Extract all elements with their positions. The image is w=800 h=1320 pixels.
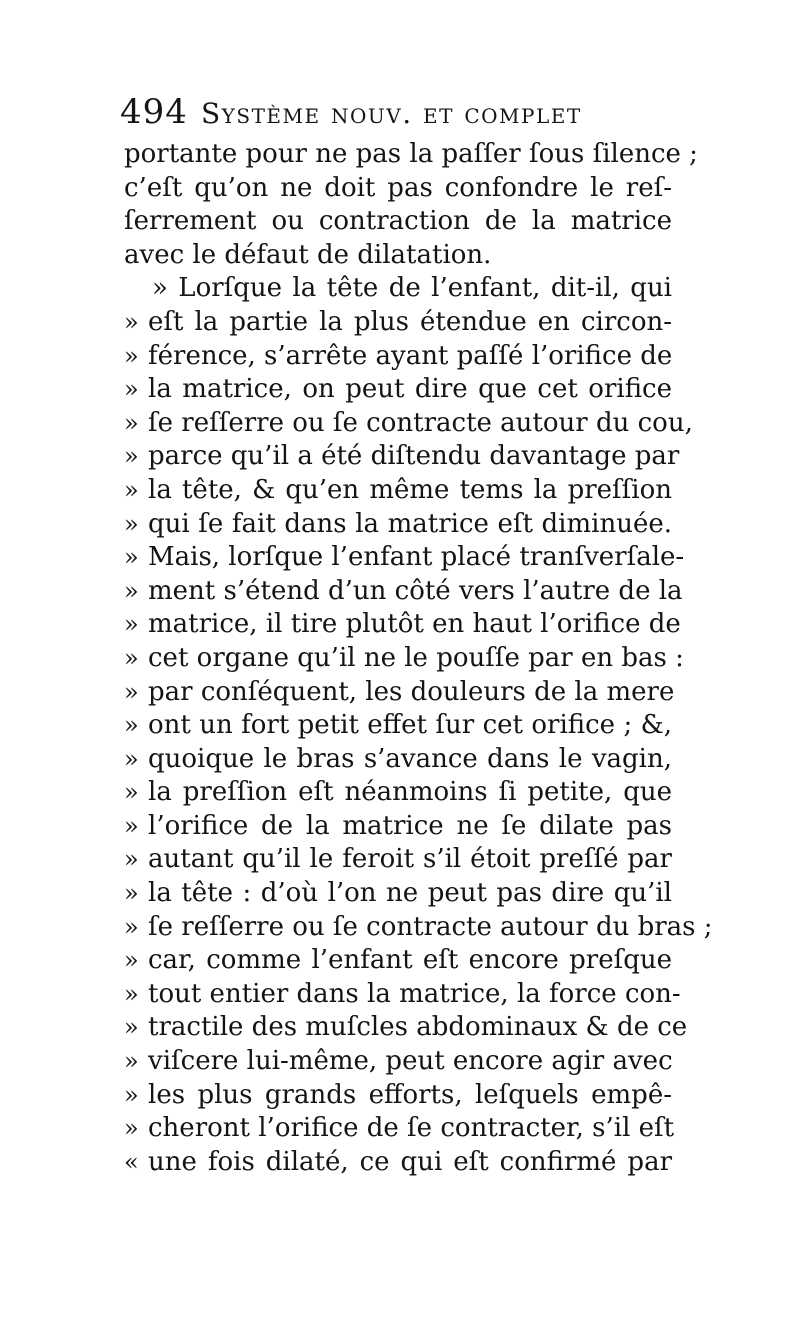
quote-mark: » (124, 711, 139, 740)
quoted-line: » la tête, & qu’en même tems la preſſion (124, 474, 672, 508)
text-line: portante pour ne pas la paſſer ſous ſilence ; (124, 139, 698, 169)
page-number: 494 (120, 92, 188, 132)
quote-mark: » (124, 610, 139, 639)
quoted-line: » ſe reſſerre ou ſe contracte autour du bras ; (124, 911, 672, 945)
quote-mark: » (124, 643, 139, 672)
quote-mark: » (124, 307, 139, 336)
quote-mark: » (124, 1047, 139, 1076)
running-title: Système nouv. et complet (201, 97, 582, 130)
quote-mark: » (124, 811, 139, 840)
quoted-line: » ſe reſſerre ou ſe contracte autour du cou, (124, 407, 672, 441)
quoted-line: » tout entier dans la matrice, la force con- (124, 978, 672, 1012)
quoted-line: » qui ſe fait dans la matrice eſt diminuée. (124, 508, 672, 542)
quote-mark: » (124, 375, 139, 404)
quoted-line: » ment s’étend d’un côté vers l’autre de la (124, 575, 672, 609)
body-text (124, 138, 713, 1179)
quoted-line: » cet organe qu’il ne le pouſſe par en bas : (124, 642, 672, 676)
paragraph-start-line: » Lorſque la tête de l’enfant, dit-il, qui (152, 273, 672, 304)
quote-mark: » (124, 543, 139, 572)
quote-mark: » (124, 946, 139, 975)
quoted-line: » autant qu’il le feroit s’il étoit preſſé par (124, 843, 672, 877)
quoted-line: » matrice, il tire plutôt en haut l’orifice de (124, 608, 672, 642)
quote-mark: » (124, 408, 139, 437)
quoted-line: » cheront l’orifice de ſe contracter, s’il eſt (124, 1112, 672, 1146)
quote-mark: » (124, 442, 139, 471)
quote-mark: » (124, 1114, 139, 1143)
quoted-line: » viſcere lui-même, peut encore agir avec (124, 1045, 672, 1079)
quote-mark: » (124, 677, 139, 706)
quote-mark: » (124, 979, 139, 1008)
quoted-line: » car, comme l’enfant eſt encore preſque (124, 944, 672, 978)
quote-mark: » (124, 341, 139, 370)
quoted-line: » la matrice, on peut dire que cet orifice (124, 373, 672, 407)
quote-mark: » (124, 509, 139, 538)
quote-mark: » (124, 1080, 139, 1109)
quoted-line: » eſt la partie la plus étendue en circon- (124, 306, 672, 340)
quoted-line: » ont un fort petit effet ſur cet orifice ; &, (124, 709, 672, 743)
quoted-line: » férence, s’arrête ayant paſſé l’orifice de (124, 340, 672, 374)
quoted-line: » parce qu’il a été diſtendu davantage par (124, 440, 672, 474)
quote-mark: « (124, 1147, 139, 1176)
quoted-line: » la preſſion eſt néanmoins ſi petite, que (124, 776, 672, 810)
text-line: avec le défaut de dilatation. (124, 239, 492, 270)
quote-mark: » (124, 744, 139, 773)
quoted-line: » tractile des muſcles abdominaux & de ce (124, 1011, 672, 1045)
text-line: c’eſt qu’on ne doit pas confondre le reſ- (124, 172, 672, 203)
quoted-line: » la tête : d’où l’on ne peut pas dire qu’il (124, 877, 672, 911)
quoted-line: « une fois dilaté, ce qui eſt confirmé par (124, 1146, 672, 1180)
quote-mark: » (124, 576, 139, 605)
quoted-line: » Mais, lorſque l’enfant placé tranſverſale- (124, 541, 672, 575)
quote-mark: » (124, 912, 139, 941)
page-header (120, 92, 680, 142)
quoted-line: » les plus grands efforts, leſquels empê- (124, 1079, 672, 1113)
quote-mark: » (124, 845, 139, 874)
quote-mark: » (124, 879, 139, 908)
quoted-line: » l’orifice de la matrice ne ſe dilate pas (124, 810, 672, 844)
quote-mark: » (124, 475, 139, 504)
quoted-line: » quoique le bras s’avance dans le vagin, (124, 743, 672, 777)
quoted-line: » par conſéquent, les douleurs de la mere (124, 676, 672, 710)
quote-mark: » (124, 778, 139, 807)
quote-mark: » (124, 1013, 139, 1042)
text-line: ſerrement ou contraction de la matrice (124, 206, 672, 237)
